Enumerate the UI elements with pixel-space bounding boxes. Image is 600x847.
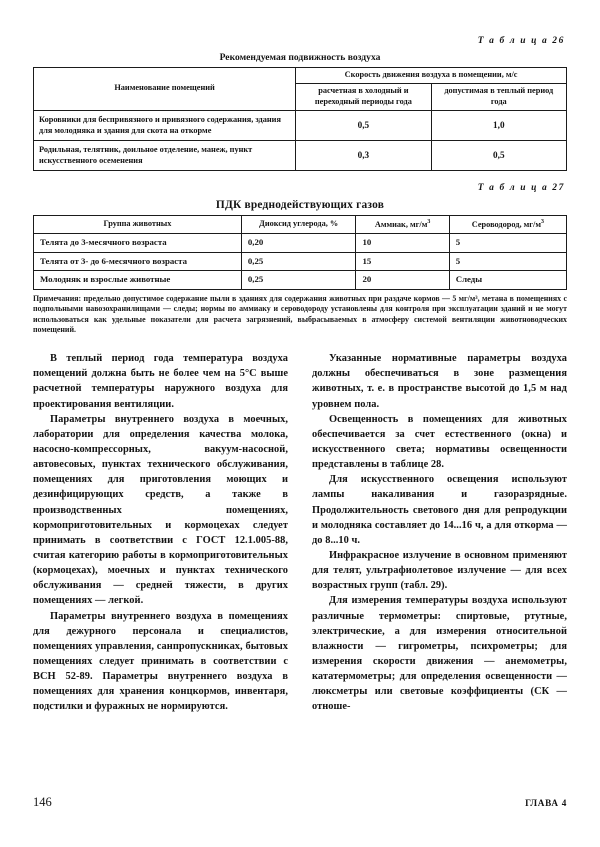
table-26-header-room-name: Наименование помещений	[34, 68, 296, 111]
paragraph: Указанные нормативные параметры воздуха должны обеспечиваться в зоне размещения животных, т. е. в пространстве высотой до 1,5 м над уровнем пола.	[312, 353, 567, 410]
chapter-label: ГЛАВА 4	[525, 798, 567, 808]
table-27-row1-co2: 0,25	[241, 252, 356, 271]
paragraph: Инфракрасное излучение в основном применяют для телят, ультрафиолетовое излучение — для всех возрастных групп (табл. 29).	[312, 549, 567, 592]
table-26-header-speed-group: Скорость движения воздуха в помещении, м/с	[296, 68, 567, 84]
table-27-row2-co2: 0,25	[241, 271, 356, 290]
paragraph: В теплый период года температура воздуха помещений должна быть не более чем на 5°С выше расчетной температуры наружного воздуха для проектирования вентиляции.	[33, 353, 288, 410]
table-26-head	[34, 68, 567, 111]
table-27-header-animal-group: Группа животных	[34, 215, 242, 234]
table-26-number: Т а б л и ц а 26	[477, 36, 565, 46]
ammonia-unit-exponent: 3	[427, 218, 431, 225]
table-26-row1-cold: 0,3	[296, 140, 431, 170]
paragraph: Освещенность в помещениях для животных обеспечивается за счет естественного (окна) и искусственного света; нормативы освещенности представлены в таблице 28.	[312, 413, 567, 471]
table-27-row2-nh3: 20	[356, 271, 449, 290]
paragraph: Параметры внутреннего воздуха в помещениях для дежурного персонала и специалистов, помещениях управления, санпропускниках, бытовых помещениях следует принимать в соответствии с ВСН 52-89. Параметры внутреннего воздуха в помещениях для хранения концкормов, инвентаря, подстилки и фуражных не нормируются.	[33, 610, 288, 713]
table-27-header-ammonia	[356, 215, 449, 234]
table-gas-mpc	[33, 215, 567, 291]
spacer-between-tables	[33, 171, 567, 183]
table-row	[34, 234, 567, 253]
table-27-header-row	[34, 215, 567, 234]
paragraph: Для измерения температуры воздуха используют различные термометры: спиртовые, ртутные, электрические, а для измерения относительной влажности — гигрометры, психрометры; для измерения скорости движения — анемометры, кататермометры; для определения освещенности — люксметры или световые коэффициенты (СК — отноше-	[312, 595, 567, 713]
left-column	[33, 351, 288, 714]
ammonia-label: Аммиак, мг/м	[374, 219, 428, 229]
table-27-header-co2: Диоксид углерода, %	[241, 215, 356, 234]
table-recommended-air-mobility	[33, 67, 567, 171]
table-26-row1-warm: 0,5	[431, 140, 566, 170]
table-27-row1-nh3: 15	[356, 252, 449, 271]
page-content	[33, 36, 567, 715]
h2s-label: Сероводород, мг/м	[471, 219, 541, 229]
table-26-header-row-1	[34, 68, 567, 84]
table-26-title: Рекомендуемая подвижность воздуха	[219, 52, 381, 63]
table-26-body	[34, 110, 567, 170]
page-footer	[33, 795, 567, 810]
paragraph: Для искусственного освещения используют лампы накаливания и газоразрядные. Продолжительность светового дня для репродукции и молодняка составляет до 14...16 ч, а для откорма — до 8...10 ч.	[312, 474, 567, 546]
paragraph: Параметры внутреннего воздуха в моечных, лаборатории для определения качества молока, насосно-компрессорных, вакуум-насосной, автовесовых, пунктах технического обслуживания, помещениях для приготовления моющих и дезинфицирующих средств, а также в производственных помещениях, кормоприготовительных и кормоцехах следует принимать в соответствии с ГОСТ 12.1.005-88, считая категорию работы в кормоприготовительных (кормоцехах), моечных и пунктах технического обслуживания — средней тяжести, в других помещениях — легкой.	[33, 413, 288, 607]
table-27-row0-co2: 0,20	[241, 234, 356, 253]
h2s-unit-exponent: 3	[541, 218, 544, 225]
table-27-number: Т а б л и ц а 27	[477, 182, 565, 193]
table-27-row2-group: Молодняк и взрослые животные	[34, 271, 242, 290]
page-number: 146	[33, 795, 52, 809]
table-row	[34, 110, 567, 140]
table-27-body	[34, 234, 567, 290]
table-27-footnote: Примечания: предельно допустимое содержание пыли в зданиях для содержания животных при раздаче кормов — 5 мг/м³, метана в помещениях с подпольными навозохранилищами — следы; нормы по аммиаку и сероводороду установлены для контроля при эксплуатации зданий и не могут использоваться как удельные показатели для расчета загрязнений, выбрасываемых в атмосферу системой вентиляции животноводческих помещений.	[33, 294, 567, 334]
table-27-row2-h2s: Следы	[449, 271, 566, 290]
table-27-row0-nh3: 10	[356, 234, 449, 253]
table-row	[34, 252, 567, 271]
right-column	[312, 351, 567, 714]
table-row	[34, 271, 567, 290]
table-26-row0-cold: 0,5	[296, 110, 431, 140]
table-26-row0-name: Коровники для беспривязного и привязного содержания, здания для молодняка и здания для скота на откорме	[34, 110, 296, 140]
table-27-row1-group: Телята от 3- до 6-месячного возраста	[34, 252, 242, 271]
table-row	[34, 140, 567, 170]
table-26-header-cold-period: расчетная в холодный и переходный периоды года	[296, 83, 431, 110]
table-27-row1-h2s: 5	[449, 252, 566, 271]
table-26-header-warm-period: допустимая в теплый период года	[431, 83, 566, 110]
table-27-row0-h2s: 5	[449, 234, 566, 253]
body-columns	[33, 351, 567, 714]
table-27-head	[34, 215, 567, 234]
table-27-row0-group: Телята до 3-месячного возраста	[34, 234, 242, 253]
table-26-row0-warm: 1,0	[431, 110, 566, 140]
table-27-title: ПДК вреднодействующих газов	[215, 198, 385, 211]
table-27-header-hydrogen-sulfide	[449, 215, 566, 234]
table-26-row1-name: Родильная, телятник, доильное отделение, манеж, пункт искусственного осеменения	[34, 140, 296, 170]
